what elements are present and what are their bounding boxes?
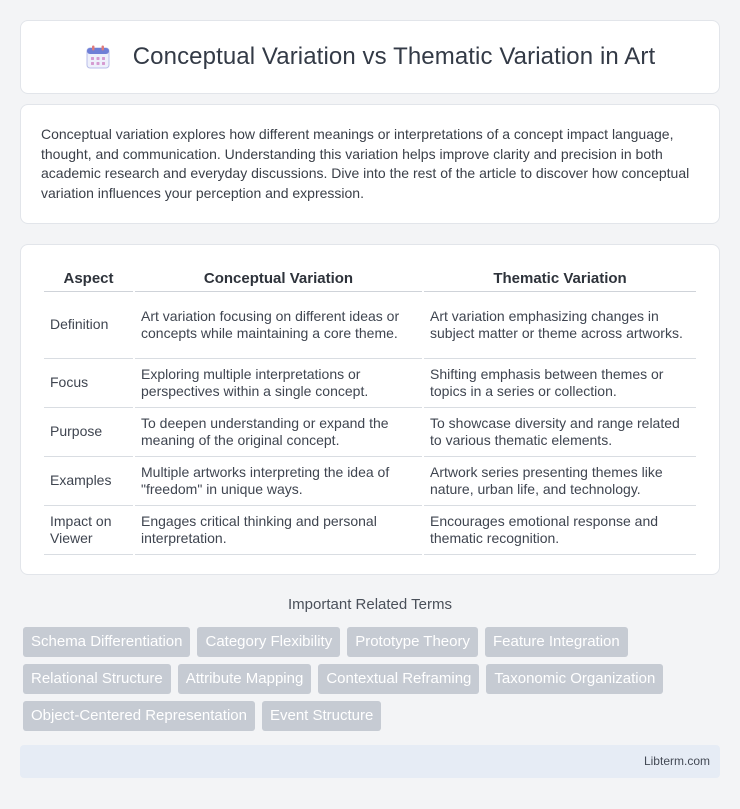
comparison-table: [42, 265, 698, 555]
cell-thematic: Shifting emphasis between themes or topics in a series or collection.: [424, 359, 696, 408]
related-term-tag[interactable]: Category Flexibility: [197, 627, 340, 657]
table-row: [44, 292, 696, 359]
related-terms-list: [23, 627, 713, 731]
calendar-icon: [85, 44, 111, 70]
cell-thematic: Encourages emotional response and thematic recognition.: [424, 506, 696, 555]
related-term-tag[interactable]: Contextual Reframing: [318, 664, 479, 694]
related-term-tag[interactable]: Prototype Theory: [347, 627, 478, 657]
title-wrap: [85, 43, 656, 71]
table-header-row: [44, 265, 696, 292]
cell-aspect: Impact on Viewer: [44, 506, 133, 555]
cell-conceptual: Multiple artworks interpreting the idea of "freedom" in unique ways.: [135, 457, 422, 506]
cell-conceptual: Engages critical thinking and personal interpretation.: [135, 506, 422, 555]
footer-site-link[interactable]: Libterm.com: [643, 754, 710, 768]
table-row: [44, 359, 696, 408]
cell-aspect: Definition: [44, 292, 133, 359]
cell-thematic: Artwork series presenting themes like nature, urban life, and technology.: [424, 457, 696, 506]
header-aspect: Aspect: [44, 265, 133, 292]
cell-aspect: Focus: [44, 359, 133, 408]
related-term-tag[interactable]: Feature Integration: [485, 627, 628, 657]
cell-aspect: Purpose: [44, 408, 133, 457]
intro-card: [20, 104, 720, 224]
cell-aspect: Examples: [44, 457, 133, 506]
footer: [20, 745, 720, 778]
header-conceptual: Conceptual Variation: [135, 265, 422, 292]
table-row: [44, 457, 696, 506]
page-title: Conceptual Variation vs Thematic Variation in Art: [132, 43, 656, 70]
intro-paragraph: Conceptual variation explores how different meanings or interpretations of a concept impact language, thought, and communication. Understanding this variation helps improve clarity and precision in both academic research and everyday discussions. Dive into the rest of the article to discover how conceptual variation influences your perception and expression.: [41, 126, 690, 201]
cell-conceptual: Art variation focusing on different ideas or concepts while maintaining a core theme.: [135, 292, 422, 359]
related-terms-title: Important Related Terms: [288, 596, 452, 613]
cell-thematic: To showcase diversity and range related to various thematic elements.: [424, 408, 696, 457]
related-term-tag[interactable]: Taxonomic Organization: [486, 664, 663, 694]
cell-conceptual: To deepen understanding or expand the meaning of the original concept.: [135, 408, 422, 457]
related-term-tag[interactable]: Relational Structure: [23, 664, 171, 694]
table-row: [44, 408, 696, 457]
header-card: [20, 20, 720, 94]
cell-thematic: Art variation emphasizing changes in subject matter or theme across artworks.: [424, 292, 696, 359]
header-thematic: Thematic Variation: [424, 265, 696, 292]
comparison-table-card: [20, 244, 720, 575]
table-row: [44, 506, 696, 555]
related-term-tag[interactable]: Attribute Mapping: [178, 664, 312, 694]
related-term-tag[interactable]: Schema Differentiation: [23, 627, 190, 657]
related-term-tag[interactable]: Event Structure: [262, 701, 381, 731]
cell-conceptual: Exploring multiple interpretations or perspectives within a single concept.: [135, 359, 422, 408]
related-term-tag[interactable]: Object-Centered Representation: [23, 701, 255, 731]
